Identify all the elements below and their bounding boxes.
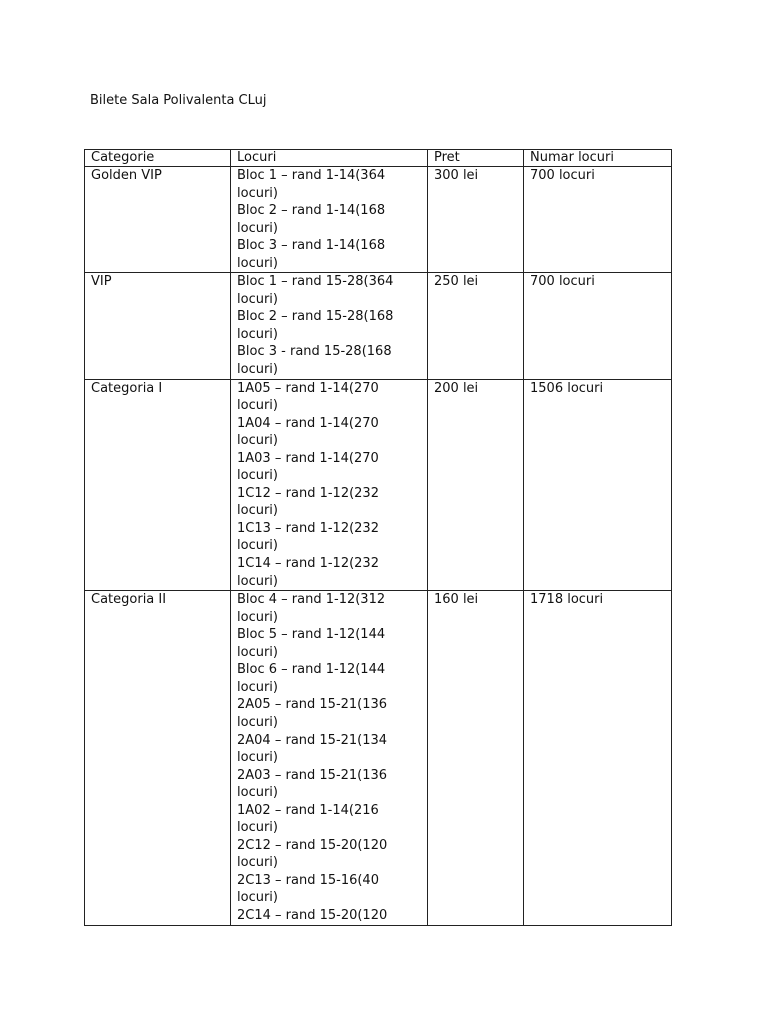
category-cell: Categoria I [85, 379, 231, 591]
place-entry: 1A05 – rand 1-14(270 locuri) [237, 380, 379, 414]
table-header-row [85, 150, 672, 167]
table-row-categoria-ii [85, 591, 672, 925]
table-row-vip [85, 273, 672, 379]
place-entry: 2C14 – rand 15-20(120 [237, 907, 388, 923]
place-entry: Bloc 3 – rand 1-14(168 locuri) [237, 238, 386, 271]
seats-cell: 700 locuri [524, 167, 672, 273]
places-cell [231, 591, 428, 925]
category-cell: VIP [85, 273, 231, 379]
place-entry: 2A05 – rand 15-21(136 locuri) [237, 697, 388, 730]
category-cell: Golden VIP [85, 167, 231, 273]
place-entry: Bloc 1 – rand 1-14(364 locuri) [237, 168, 386, 201]
place-entry: Bloc 3 - rand 15-28(168 locuri) [237, 344, 392, 378]
price-cell: 200 lei [428, 379, 524, 591]
places-cell [231, 379, 428, 591]
place-entry: Bloc 2 – rand 1-14(168 locuri) [237, 203, 386, 236]
table-row-golden-vip [85, 167, 672, 273]
place-entry: 1C12 – rand 1-12(232 locuri) [237, 485, 379, 519]
seats-cell: 700 locuri [524, 273, 672, 379]
place-entry: 1C14 – rand 1-12(232 locuri) [237, 556, 379, 589]
places-cell [231, 273, 428, 379]
place-entry: 1C13 – rand 1-12(232 locuri) [237, 520, 379, 554]
seats-cell: 1718 locuri [524, 591, 672, 925]
place-entry: 2A04 – rand 15-21(134 locuri) [237, 732, 388, 766]
price-cell: 160 lei [428, 591, 524, 925]
header-pret: Pret [428, 150, 524, 167]
places-cell [231, 167, 428, 273]
place-entry: 1A03 – rand 1-14(270 locuri) [237, 450, 379, 484]
document-title: Bilete Sala Polivalenta CLuj [90, 93, 267, 108]
place-entry: Bloc 6 – rand 1-12(144 locuri) [237, 662, 386, 695]
header-locuri: Locuri [231, 150, 428, 167]
place-entry: Bloc 2 – rand 15-28(168 locuri) [237, 309, 394, 342]
place-entry: 2A03 – rand 15-21(136 locuri) [237, 767, 388, 801]
place-entry: 2C12 – rand 15-20(120 locuri) [237, 837, 388, 871]
seats-cell: 1506 locuri [524, 379, 672, 591]
place-entry: Bloc 5 – rand 1-12(144 locuri) [237, 627, 386, 660]
place-entry: 1A04 – rand 1-14(270 locuri) [237, 415, 379, 449]
place-entry: 1A02 – rand 1-14(216 locuri) [237, 802, 379, 836]
header-categorie: Categorie [85, 150, 231, 167]
place-entry: Bloc 4 – rand 1-12(312 locuri) [237, 592, 386, 625]
category-cell: Categoria II [85, 591, 231, 925]
header-numar-locuri: Numar locuri [524, 150, 672, 167]
place-entry: 2C13 – rand 15-16(40 locuri) [237, 872, 379, 906]
price-cell: 300 lei [428, 167, 524, 273]
place-entry: Bloc 1 – rand 15-28(364 locuri) [237, 274, 394, 307]
table-row-categoria-i [85, 379, 672, 591]
price-cell: 250 lei [428, 273, 524, 379]
ticket-table [84, 149, 672, 926]
